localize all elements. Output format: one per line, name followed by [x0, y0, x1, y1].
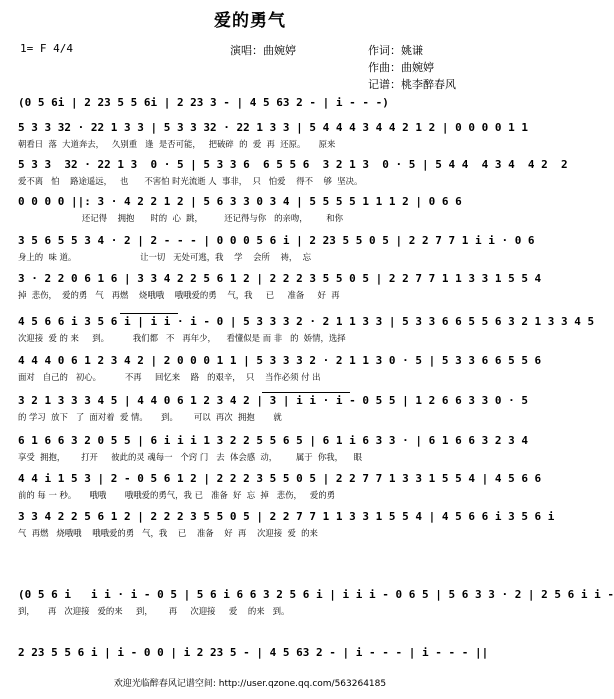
lyrics-line: 的 学习 放下 了 面对着 爱 情。 到。 可以 再次 拥抱 就 — [18, 412, 282, 422]
composer-credit: 作曲：曲婉婷 — [368, 61, 434, 74]
lyricist-credit: 作词：姚谦 — [368, 44, 423, 57]
notation-line: 2 23 5 5 6 i | i - 0 0 | i 2 23 5 - | 4 5 63 2 - | i - - - | i - - - || — [18, 646, 489, 659]
lyrics-line: 到， 再 次迎接 爱的来 到， 再 次迎接 爱 的来 到。 — [18, 606, 290, 616]
lyrics-line: 爱不离 怕 路途遥远， 也 不害怕 时光流逝 人 事非， 只 怕爱 得不 够 坚决。 — [18, 176, 363, 186]
footer-credit: 欢迎光临醉春风记谱空间: http://user.qzone.qq.com/563264185 — [113, 679, 387, 689]
lyrics-line: 面对 自己的 初心。 不再 回忆来 路 的艰辛， 只 当作必须 付 出 — [18, 372, 321, 382]
notation-line: 4 5 6 6 i 3 5 6 i | i i · i - 0 | 5 3 3 3 2 · 2 1 1 3 3 | 5 3 3 6 6 5 5 6 3 2 1 3 3 4 5 — [18, 315, 595, 328]
transcriber-credit: 记谱：桃李醉春风 — [368, 78, 456, 91]
notation-line: 3 · 2 2 0 6 1 6 | 3 3 4 2 2 5 6 1 2 | 2 2 2 3 5 5 0 5 | 2 2 7 7 1 1 3 3 1 5 5 4 — [18, 272, 542, 285]
notation-line: 3 5 6 5 5 3 4 · 2 | 2 - - - | 0 0 0 5 6 i | 2 23 5 5 0 5 | 2 2 7 7 1 i i · 0 6 — [18, 234, 535, 247]
notation-line: 4 4 i 1 5 3 | 2 - 0 5 6 1 2 | 2 2 2 3 5 5 0 5 | 2 2 7 7 1 3 3 1 5 5 4 | 4 5 6 6 — [18, 472, 542, 485]
lyrics-line: 还记得 拥抱 时的 心 跳， 还记得与你 的亲吻， 和你 — [18, 213, 343, 223]
notation-line: 3 3 4 2 2 5 6 1 2 | 2 2 2 3 5 5 0 5 | 2 2 7 7 1 1 3 3 1 5 5 4 | 4 5 6 6 i 3 5 6 i — [18, 510, 555, 523]
notation-line: 5 3 3 32 · 22 1 3 0 · 5 | 5 3 3 6 6 5 5 6 3 2 1 3 0 · 5 | 5 4 4 4 3 4 4 2 2 — [18, 158, 568, 171]
lyrics-line: 掉 悲伤， 爱的勇 气 再燃 烧哦哦 哦哦爱的勇 气，我 已 准备 好 再 — [18, 290, 340, 300]
lyrics-line: 身上的 味 道。 让一切 无处可逃，我 学 会所 祷， 忘 — [18, 252, 312, 262]
lyrics-line: 次迎接 爱 的 来 到。 我们都 不 再年少， 看懂似是 而 非 的 娇情，选择 — [18, 333, 346, 343]
lyrics-line: 朝看日 落 大道奔去， 久别重 逢 是否可能， 把破碎 的 爱 再 还原。 原来 — [18, 139, 336, 149]
lyrics-line: 享受 拥抱， 打开 彼此的灵 魂每一 个窍 门 去 体会感 动， 属于 你我， 眼 — [18, 452, 363, 462]
notation-line: 3 2 1 3 3 3 4 5 | 4 4 0 6 1 2 3 4 2 | 3 | i i · i - 0 5 5 | 1 2 6 6 3 3 0 · 5 — [18, 394, 528, 407]
notation-line: 5 3 3 32 · 22 1 3 3 | 5 3 3 32 · 22 1 3 3 | 5 4 4 4 3 4 4 2 1 2 | 0 0 0 0 1 1 — [18, 121, 528, 134]
lyrics-line: 前的 每 一 秒。 哦哦 哦哦爱的勇气，我 已 准备 好 忘 掉 悲伤， 爱的勇 — [18, 490, 336, 500]
song-title: 爱的勇气 — [214, 11, 286, 31]
key-signature: 1= F 4/4 — [20, 42, 73, 55]
lyrics-line: 气 再燃 烧哦哦 哦哦爱的勇 气，我 已 准备 好 再 次迎接 爱 的来 — [18, 528, 318, 538]
notation-line: 6 1 6 6 3 2 0 5 5 | 6 i i i 1 3 2 2 5 5 6 5 | 6 1 i 6 3 3 · | 6 1 6 6 3 2 3 4 — [18, 434, 528, 447]
notation-line: (0 5 6i | 2 23 5 5 6i | 2 23 3 - | 4 5 63 2 - | i - - -) — [18, 96, 389, 109]
singer-credit: 演唱：曲婉婷 — [230, 44, 296, 57]
notation-line: 0 0 0 0 ||: 3 · 4 2 2 1 2 | 5 6 3 3 0 3 4 | 5 5 5 5 1 1 1 2 | 0 6 6 — [18, 195, 462, 208]
notation-line: (0 5 6 i i i · i - 0 5 | 5 6 i 6 6 3 2 5 6 i | i i i - 0 6 5 | 5 6 3 3 · 2 | 2 5 6 i i - — [18, 588, 614, 601]
notation-line: 4 4 4 0 6 1 2 3 4 2 | 2 0 0 0 1 1 | 5 3 3 3 2 · 2 1 1 3 0 · 5 | 5 3 3 6 6 5 5 6 — [18, 354, 542, 367]
